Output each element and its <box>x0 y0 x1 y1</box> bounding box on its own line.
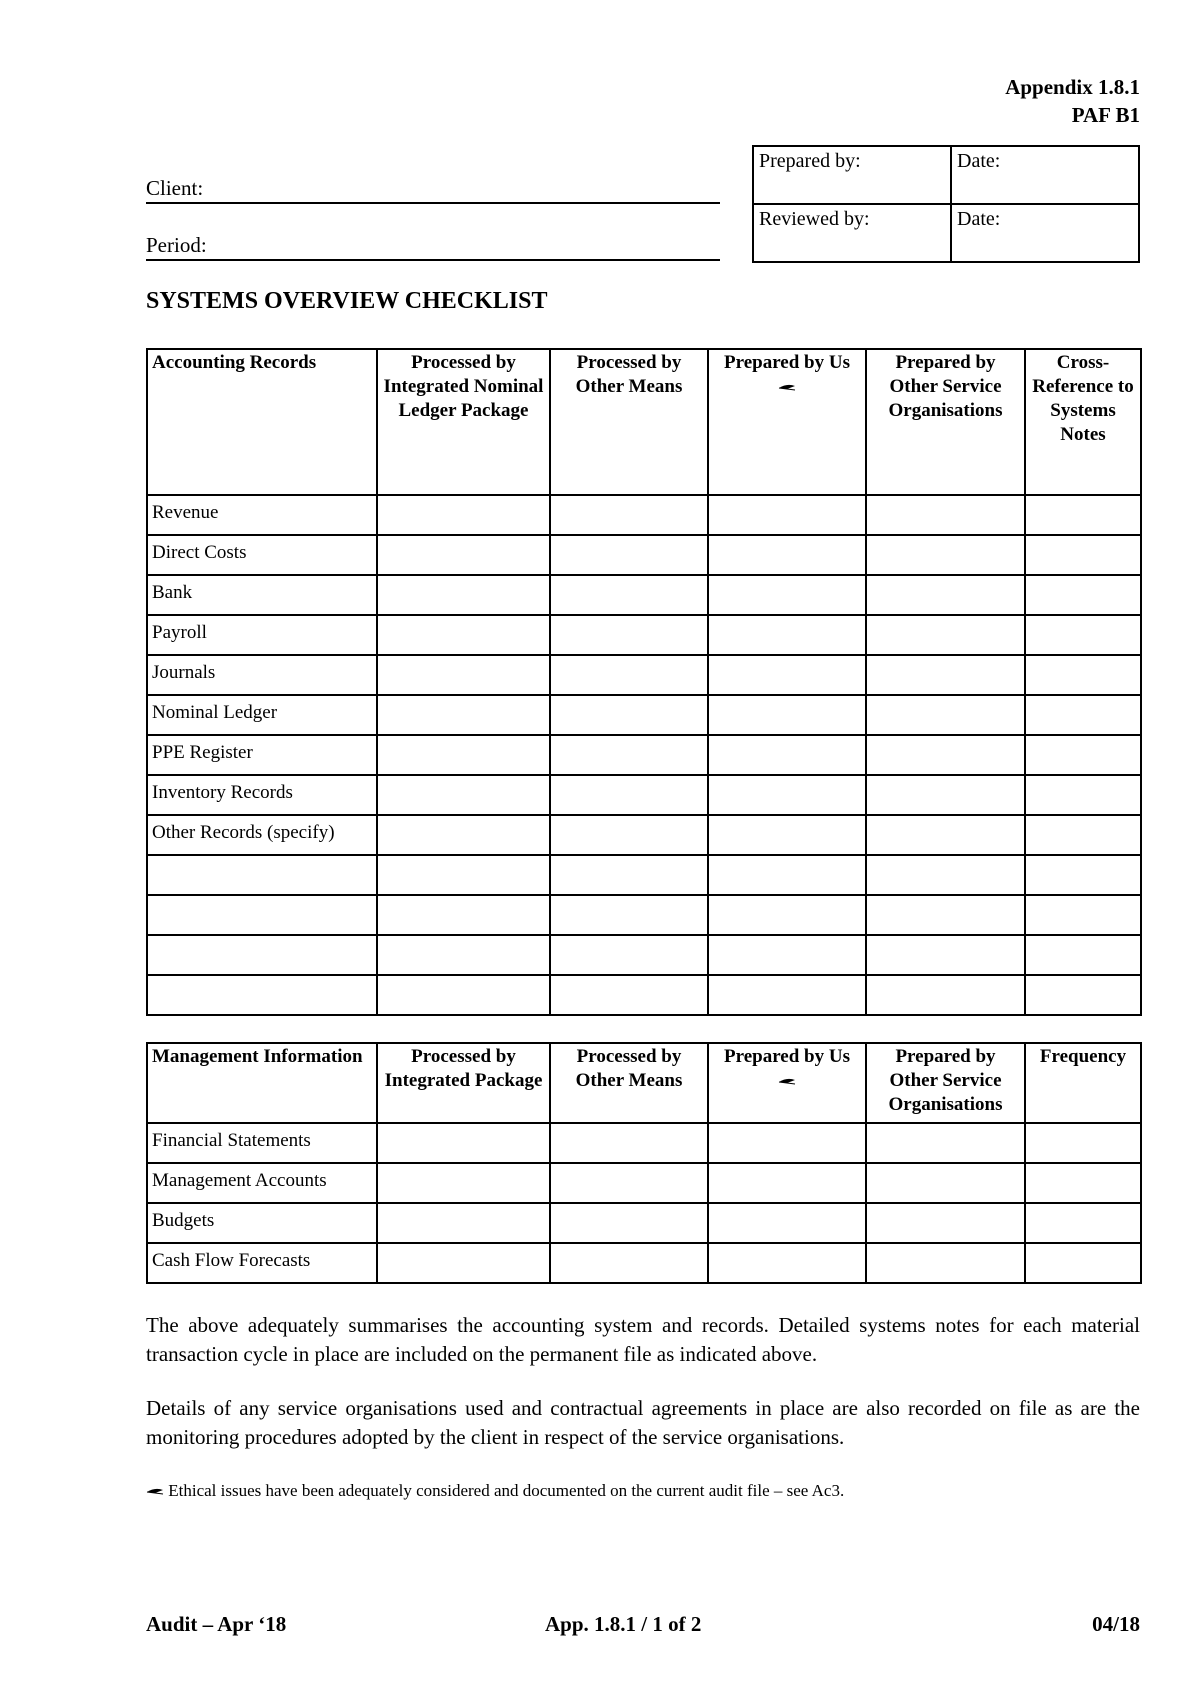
records-cell[interactable] <box>377 775 550 815</box>
records-cell[interactable] <box>377 615 550 655</box>
records-cell[interactable] <box>550 615 708 655</box>
quill-icon <box>778 1077 796 1087</box>
records-row <box>147 975 1141 1015</box>
records-cell[interactable] <box>866 495 1025 535</box>
records-cell[interactable] <box>377 495 550 535</box>
records-cell[interactable] <box>550 815 708 855</box>
records-cell[interactable] <box>377 575 550 615</box>
records-cell[interactable] <box>1025 615 1141 655</box>
records-cell[interactable] <box>377 815 550 855</box>
records-cell[interactable] <box>708 695 866 735</box>
records-cell[interactable] <box>377 975 550 1015</box>
mi-cell[interactable] <box>377 1203 550 1243</box>
records-row-label: PPE Register <box>147 735 377 775</box>
records-row <box>147 815 1141 855</box>
records-cell[interactable] <box>377 935 550 975</box>
footer-center: App. 1.8.1 / 1 of 2 <box>545 1612 702 1636</box>
records-row-label: Payroll <box>147 615 377 655</box>
footer-left: Audit – Apr ‘18 <box>146 1612 287 1636</box>
mi-row-label: Budgets <box>147 1203 377 1243</box>
records-row <box>147 695 1141 735</box>
records-row-label[interactable] <box>147 895 377 935</box>
mi-cell[interactable] <box>550 1163 708 1203</box>
records-cell[interactable] <box>708 735 866 775</box>
records-cell[interactable] <box>550 535 708 575</box>
records-row-label: Inventory Records <box>147 775 377 815</box>
records-body <box>147 495 1141 1015</box>
records-row <box>147 775 1141 815</box>
mi-row-label: Management Accounts <box>147 1163 377 1203</box>
prepared-date-cell[interactable]: Date: <box>951 146 1139 204</box>
mi-cell[interactable] <box>1025 1163 1141 1203</box>
signoff-table <box>752 145 1140 263</box>
mi-cell[interactable] <box>550 1123 708 1163</box>
mi-row-label: Financial Statements <box>147 1123 377 1163</box>
records-cell[interactable] <box>1025 975 1141 1015</box>
records-row-label[interactable] <box>147 935 377 975</box>
mi-col-service-orgs: Prepared by Other Service Organisations <box>866 1043 1025 1123</box>
records-row-label: Revenue <box>147 495 377 535</box>
records-cell[interactable] <box>1025 775 1141 815</box>
records-row <box>147 735 1141 775</box>
mi-col-integrated: Processed by Integrated Package <box>377 1043 550 1123</box>
ethics-note <box>146 1481 844 1501</box>
appendix-header <box>1005 73 1140 129</box>
records-row-label: Other Records (specify) <box>147 815 377 855</box>
appendix-ref: Appendix 1.8.1 <box>1005 75 1140 99</box>
mi-cell[interactable] <box>866 1243 1025 1283</box>
records-cell[interactable] <box>550 735 708 775</box>
records-row-label: Direct Costs <box>147 535 377 575</box>
records-row-label[interactable] <box>147 855 377 895</box>
records-row <box>147 855 1141 895</box>
reviewed-by-cell[interactable]: Reviewed by: <box>753 204 951 262</box>
service-organisations-note: Details of any service organisations used and contractual agreements in place are also recorded on file as are the monitoring procedures adopted by the client in respect of the service organisations. <box>146 1396 1140 1449</box>
mi-col-frequency: Frequency <box>1025 1043 1141 1123</box>
mi-cell[interactable] <box>377 1163 550 1203</box>
records-col-prepared-by-us <box>708 349 866 495</box>
mi-cell[interactable] <box>708 1123 866 1163</box>
mi-cell[interactable] <box>866 1163 1025 1203</box>
quill-icon <box>146 1487 164 1497</box>
client-field[interactable] <box>146 176 720 204</box>
accounting-records-table <box>146 348 1142 1016</box>
mi-cell[interactable] <box>1025 1203 1141 1243</box>
records-cell[interactable] <box>1025 655 1141 695</box>
records-cell[interactable] <box>1025 815 1141 855</box>
mi-cell[interactable] <box>550 1203 708 1243</box>
records-cell[interactable] <box>377 855 550 895</box>
prepared-by-cell[interactable]: Prepared by: <box>753 146 951 204</box>
mi-cell[interactable] <box>550 1243 708 1283</box>
records-cell[interactable] <box>708 935 866 975</box>
records-cell[interactable] <box>708 655 866 695</box>
mi-row-label: Cash Flow Forecasts <box>147 1243 377 1283</box>
records-cell[interactable] <box>708 575 866 615</box>
records-cell[interactable] <box>708 495 866 535</box>
records-cell[interactable] <box>1025 575 1141 615</box>
mi-cell[interactable] <box>708 1163 866 1203</box>
summary-note: The above adequately summarises the accounting system and records. Detailed systems notes for each material transaction cycle in place are included on the permanent file as indicated above. <box>146 1313 1140 1366</box>
records-cell[interactable] <box>866 615 1025 655</box>
records-row <box>147 615 1141 655</box>
records-cell[interactable] <box>1025 855 1141 895</box>
mi-cell[interactable] <box>866 1123 1025 1163</box>
period-label: Period: <box>146 233 207 257</box>
records-cell[interactable] <box>1025 735 1141 775</box>
footer-right: 04/18 <box>1092 1612 1140 1636</box>
mi-col-other-means: Processed by Other Means <box>550 1043 708 1123</box>
mi-row <box>147 1203 1141 1243</box>
records-cell[interactable] <box>866 855 1025 895</box>
reviewed-date-cell[interactable]: Date: <box>951 204 1139 262</box>
page-title: SYSTEMS OVERVIEW CHECKLIST <box>146 288 548 314</box>
records-row <box>147 655 1141 695</box>
records-cell[interactable] <box>866 975 1025 1015</box>
records-cell[interactable] <box>550 775 708 815</box>
mi-cell[interactable] <box>1025 1243 1141 1283</box>
records-cell[interactable] <box>866 815 1025 855</box>
records-cell[interactable] <box>866 695 1025 735</box>
records-col-accounting-records: Accounting Records <box>147 349 377 495</box>
records-cell[interactable] <box>1025 935 1141 975</box>
mi-body <box>147 1123 1141 1283</box>
records-row-label: Bank <box>147 575 377 615</box>
records-cell[interactable] <box>866 575 1025 615</box>
management-information-table <box>146 1042 1142 1284</box>
mi-cell[interactable] <box>377 1123 550 1163</box>
mi-cell[interactable] <box>708 1243 866 1283</box>
records-cell[interactable] <box>866 775 1025 815</box>
records-cell[interactable] <box>866 655 1025 695</box>
mi-cell[interactable] <box>377 1243 550 1283</box>
records-row-label: Nominal Ledger <box>147 695 377 735</box>
records-row <box>147 495 1141 535</box>
records-cell[interactable] <box>377 735 550 775</box>
records-cell[interactable] <box>550 935 708 975</box>
records-cell[interactable] <box>866 935 1025 975</box>
mi-cell[interactable] <box>708 1203 866 1243</box>
ethics-note-text: Ethical issues have been adequately considered and documented on the current audit file – see Ac3. <box>168 1481 845 1500</box>
records-cell[interactable] <box>1025 535 1141 575</box>
records-col-integrated: Processed by Integrated Nominal Ledger Package <box>377 349 550 495</box>
records-row <box>147 535 1141 575</box>
records-cell[interactable] <box>1025 495 1141 535</box>
period-field[interactable] <box>146 233 720 261</box>
records-cell[interactable] <box>377 695 550 735</box>
quill-icon <box>778 383 796 393</box>
records-cell[interactable] <box>377 535 550 575</box>
records-row <box>147 935 1141 975</box>
records-row-label: Journals <box>147 655 377 695</box>
records-cell[interactable] <box>550 895 708 935</box>
mi-cell[interactable] <box>866 1203 1025 1243</box>
records-cell[interactable] <box>708 775 866 815</box>
records-cell[interactable] <box>550 495 708 535</box>
records-cell[interactable] <box>377 895 550 935</box>
mi-col-prepared-by-us-label: Prepared by Us <box>724 1046 850 1067</box>
records-cell[interactable] <box>550 975 708 1015</box>
mi-cell[interactable] <box>1025 1123 1141 1163</box>
mi-row <box>147 1163 1141 1203</box>
mi-row <box>147 1123 1141 1163</box>
records-col-other-means: Processed by Other Means <box>550 349 708 495</box>
records-cell[interactable] <box>708 815 866 855</box>
records-row <box>147 895 1141 935</box>
records-cell[interactable] <box>708 615 866 655</box>
records-cell[interactable] <box>377 655 550 695</box>
records-cell[interactable] <box>550 575 708 615</box>
records-cell[interactable] <box>1025 695 1141 735</box>
records-col-cross-reference: Cross-Reference to Systems Notes <box>1025 349 1141 495</box>
records-cell[interactable] <box>708 895 866 935</box>
mi-header-row <box>147 1043 1141 1123</box>
records-cell[interactable] <box>1025 895 1141 935</box>
records-cell[interactable] <box>550 655 708 695</box>
records-row <box>147 575 1141 615</box>
records-col-prepared-by-us-label: Prepared by Us <box>724 352 850 373</box>
records-cell[interactable] <box>866 895 1025 935</box>
records-header-row <box>147 349 1141 495</box>
mi-row <box>147 1243 1141 1283</box>
records-cell[interactable] <box>550 855 708 895</box>
client-label: Client: <box>146 176 204 200</box>
records-cell[interactable] <box>866 735 1025 775</box>
mi-col-management-information: Management Information <box>147 1043 377 1123</box>
mi-col-prepared-by-us <box>708 1043 866 1123</box>
form-ref: PAF B1 <box>1071 103 1140 127</box>
records-cell[interactable] <box>550 695 708 735</box>
records-cell[interactable] <box>708 535 866 575</box>
records-col-service-orgs: Prepared by Other Service Organisations <box>866 349 1025 495</box>
records-row-label[interactable] <box>147 975 377 1015</box>
records-cell[interactable] <box>866 535 1025 575</box>
records-cell[interactable] <box>708 855 866 895</box>
records-cell[interactable] <box>708 975 866 1015</box>
